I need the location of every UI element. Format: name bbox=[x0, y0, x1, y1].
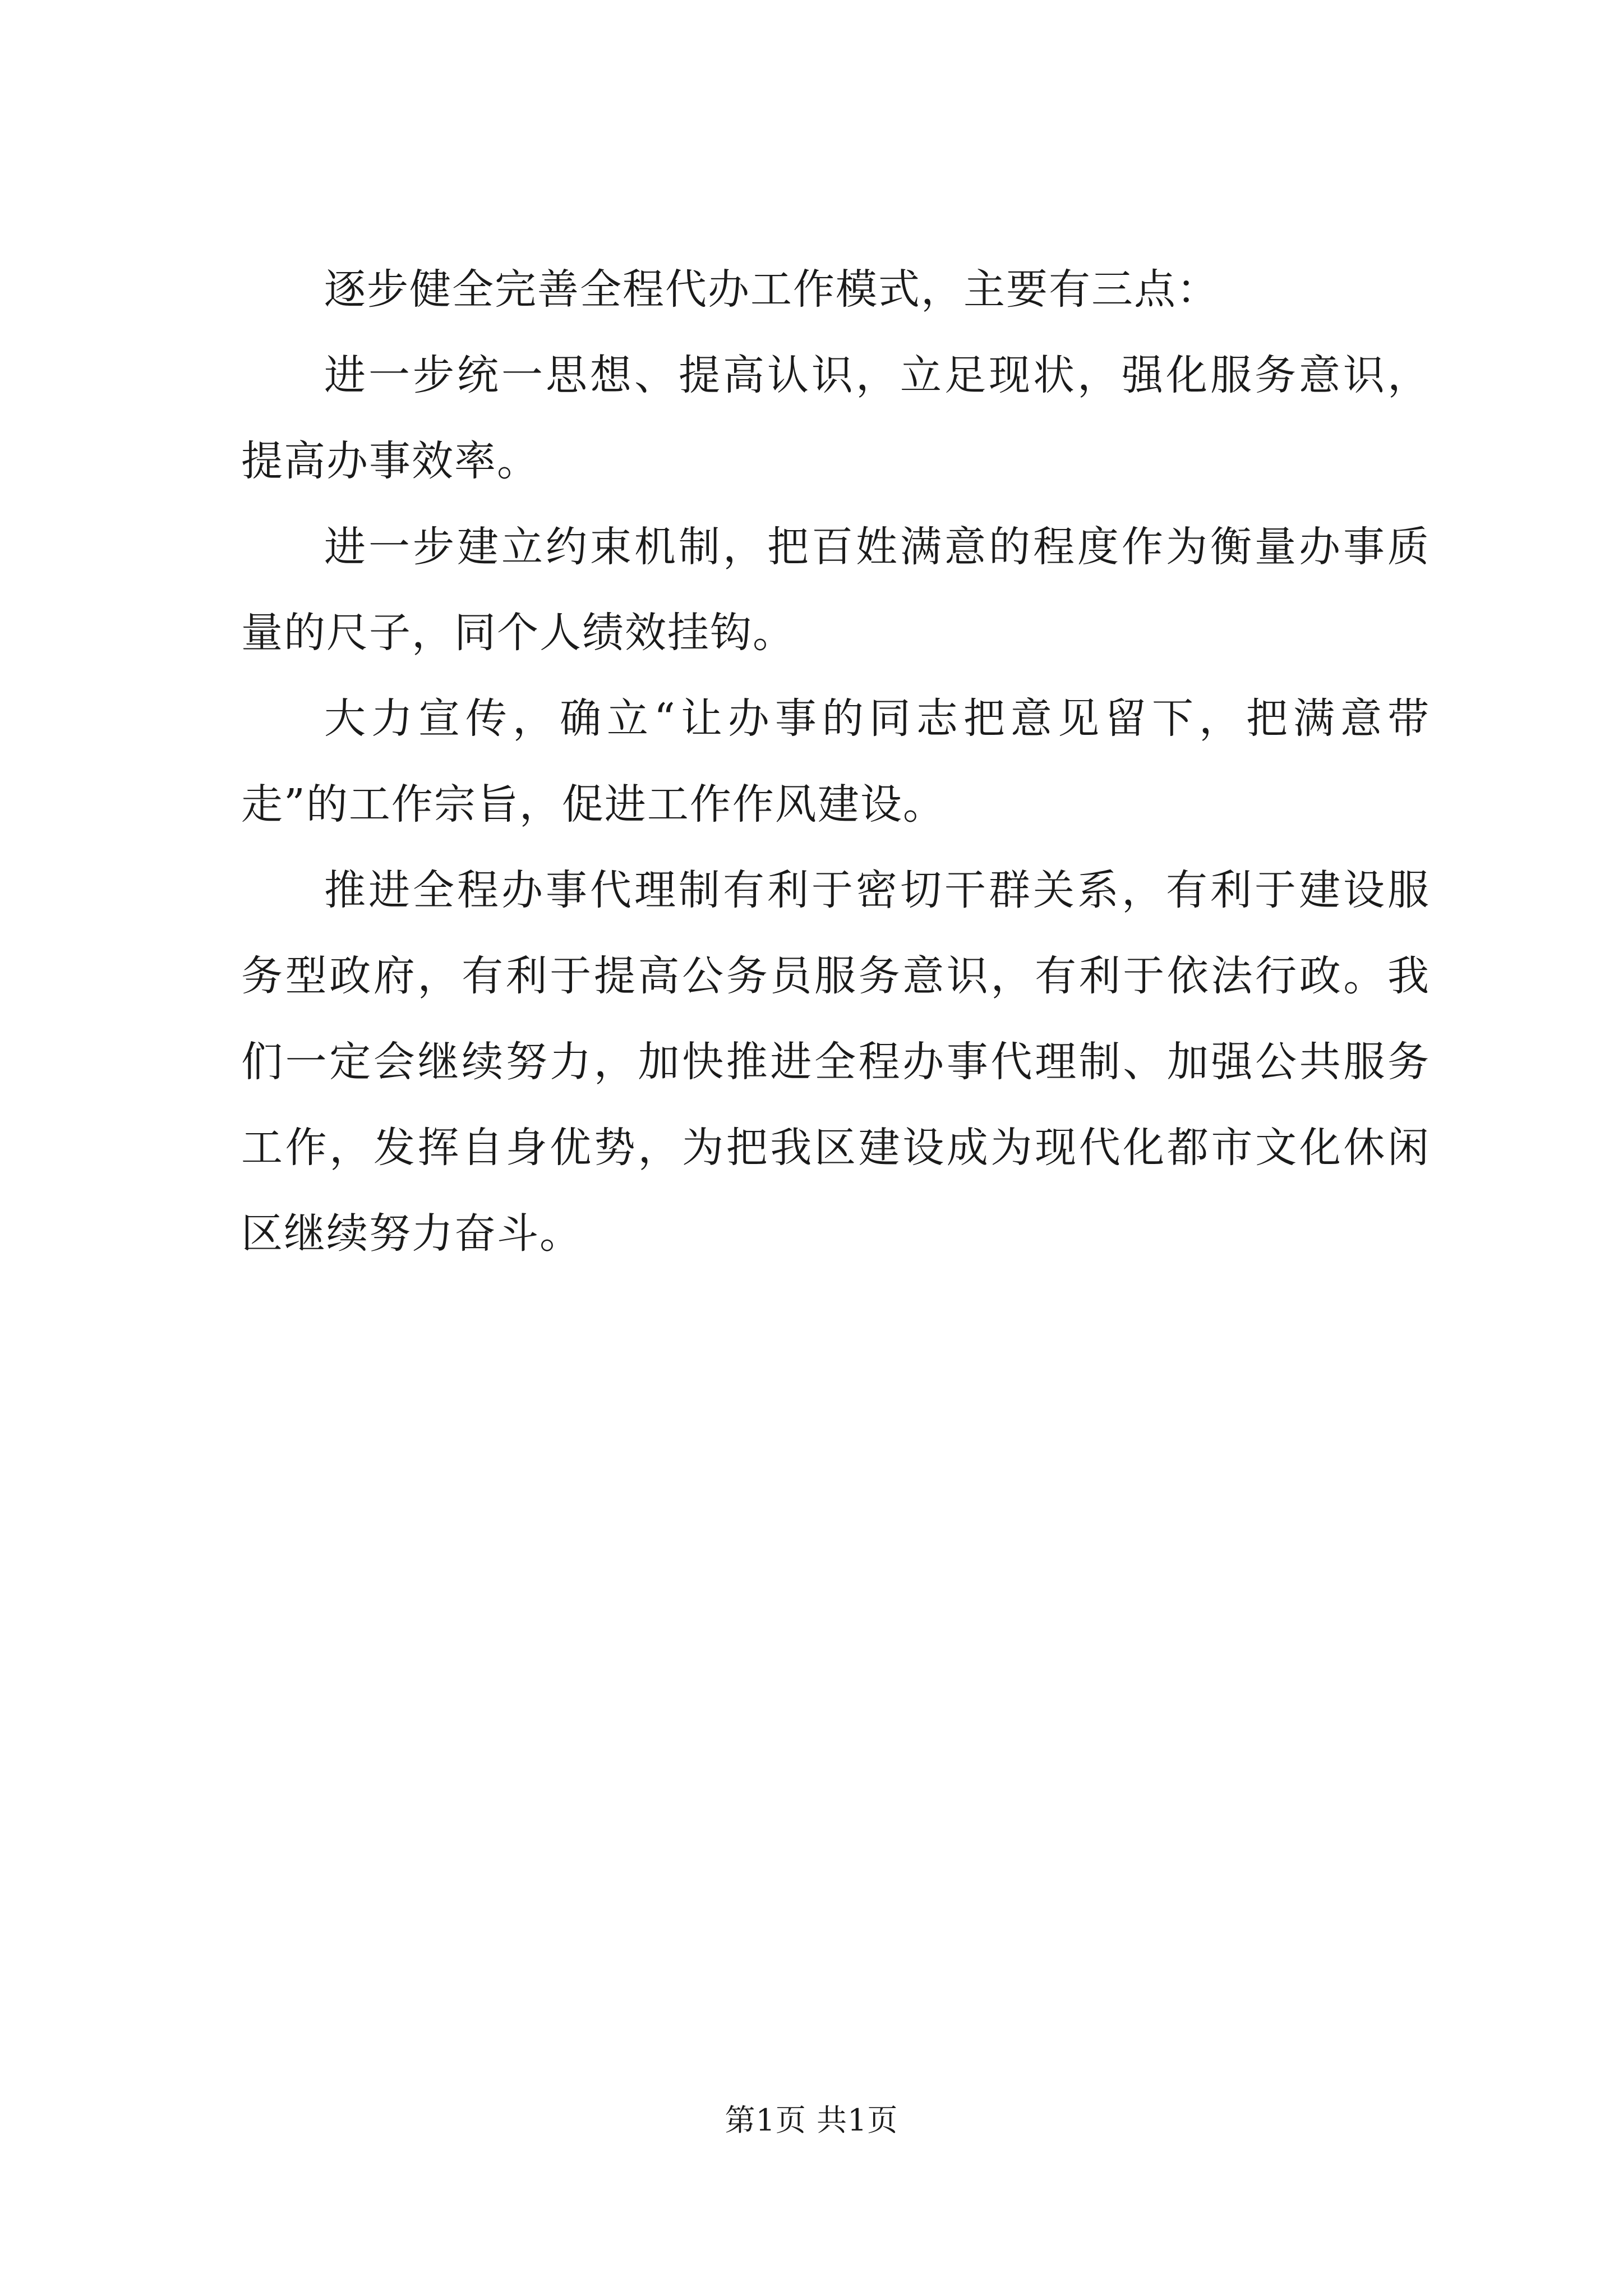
paragraph-conclusion: 推进全程办事代理制有利于密切干群关系，有利于建设服务型政府，有利于提高公务员服务意识，有利于依法行政。我们一定会继续努力，加快推进全程办事代理制、加强公共服务工作，发挥自身优势，为把我区建设成为现代化都市文化休闲区继续努力奋斗。 bbox=[241, 866, 1430, 1258]
paragraph-point-3: 大力宣传，确立“让办事的同志把意见留下，把满意带走”的工作宗旨，促进工作作风建设。 bbox=[241, 694, 1430, 829]
paragraph-point-1: 进一步统一思想、提高认识，立足现状，强化服务意识，提高办事效率。 bbox=[241, 351, 1430, 485]
paragraph-intro: 逐步健全完善全程代办工作模式，主要有三点： bbox=[324, 265, 1219, 314]
paragraph-point-2: 进一步建立约束机制，把百姓满意的程度作为衡量办事质量的尺子，同个人绩效挂钩。 bbox=[241, 523, 1430, 657]
document-body bbox=[241, 247, 1430, 1277]
page-footer: 第1页 共1页 bbox=[725, 2102, 898, 2138]
